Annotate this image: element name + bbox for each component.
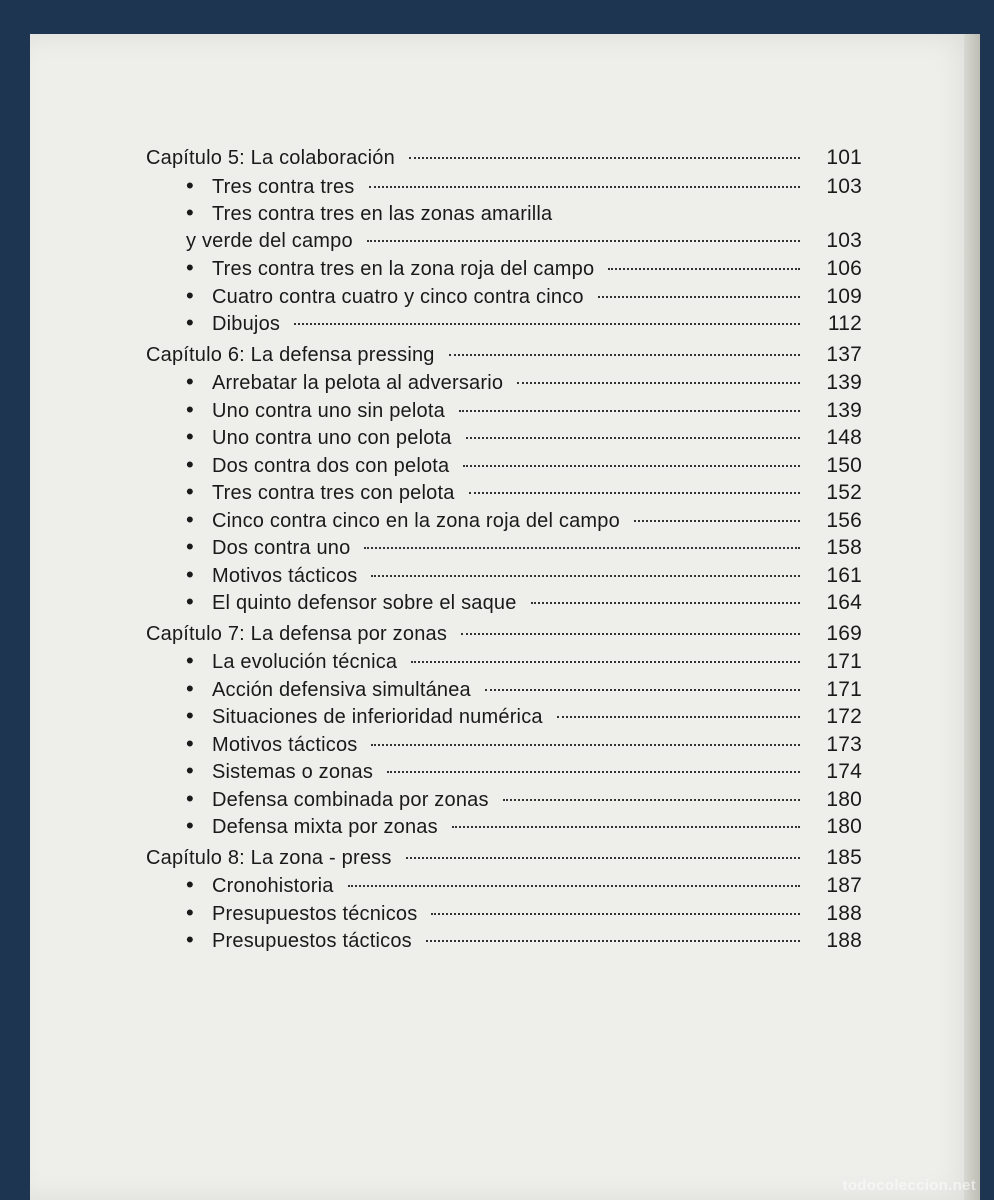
bullet-icon: • (186, 369, 194, 394)
chapter-title: Capítulo 6: La defensa pressing (146, 343, 435, 366)
page-number: 171 (826, 677, 862, 701)
bullet-icon: • (186, 561, 194, 587)
dot-leader (452, 826, 800, 828)
dot-leader (485, 689, 800, 691)
toc-entry (146, 451, 862, 479)
toc-entry (146, 926, 862, 954)
entry-title: Acción defensiva simultánea (212, 678, 471, 701)
page-number: 171 (826, 650, 862, 673)
page-number: 150 (826, 453, 862, 477)
bullet-icon: • (186, 758, 194, 783)
page-number: 106 (826, 257, 862, 280)
chapter-title: Capítulo 5: La colaboración (146, 147, 395, 169)
page-number: 185 (826, 845, 862, 869)
entry-title: Motivos tácticos (212, 564, 358, 587)
page-number: 188 (826, 929, 862, 952)
book-page (30, 34, 980, 1200)
dot-leader (503, 799, 800, 801)
bullet-icon: • (186, 396, 194, 422)
bullet-icon: • (186, 424, 194, 449)
bullet-icon: • (186, 899, 194, 925)
toc-entry (146, 309, 862, 337)
toc-entry (146, 423, 862, 451)
entry-title: Defensa mixta por zonas (212, 816, 438, 838)
toc-entry (146, 478, 862, 506)
dot-leader (411, 661, 800, 663)
bullet-icon: • (186, 648, 194, 673)
toc-entry (146, 785, 862, 813)
entry-title: Presupuestos técnicos (212, 902, 418, 925)
entry-title: y verde del campo (186, 229, 353, 252)
dot-leader (449, 354, 800, 356)
page-number: 180 (826, 815, 862, 838)
page-number: 174 (826, 760, 862, 783)
toc-entry (146, 561, 862, 589)
chapter-title: Capítulo 7: La defensa por zonas (146, 622, 448, 645)
page-number: 158 (826, 536, 862, 559)
chapter-heading (146, 341, 862, 369)
page-number: 139 (826, 398, 862, 422)
entry-title: Arrebatar la pelota al adversario (212, 372, 504, 394)
entry-title: Dos contra dos con pelota (212, 454, 450, 477)
toc-entry (146, 199, 862, 227)
toc-entry (146, 871, 862, 899)
bullet-icon: • (186, 675, 194, 701)
entry-title: Defensa combinada por zonas (212, 788, 489, 811)
toc-entry (146, 227, 862, 255)
watermark: todocoleccion.net (842, 1177, 976, 1194)
page-number: 156 (826, 508, 862, 532)
bullet-icon: • (186, 785, 194, 811)
entry-title: Tres contra tres en las zonas amarilla (212, 203, 553, 225)
chapter-block (146, 144, 862, 337)
dot-leader (409, 157, 800, 159)
dot-leader (608, 268, 800, 270)
page-number: 109 (826, 284, 862, 308)
toc-entry (146, 588, 862, 616)
entry-title: El quinto defensor sobre el saque (212, 592, 517, 614)
chapter-block (146, 341, 862, 616)
chapter-block (146, 620, 862, 840)
dot-leader (461, 633, 800, 635)
dot-leader (463, 465, 800, 467)
table-of-contents (146, 144, 862, 958)
bullet-icon: • (186, 703, 194, 728)
page-number: 164 (826, 591, 862, 614)
toc-entry (146, 368, 862, 396)
toc-entry (146, 254, 862, 282)
bullet-icon: • (186, 310, 194, 335)
entry-title: Dos contra uno (212, 537, 351, 559)
entry-title: Situaciones de inferioridad numérica (212, 706, 543, 728)
dot-leader (531, 602, 800, 604)
bullet-icon: • (186, 200, 194, 225)
toc-entry (146, 172, 862, 200)
bullet-icon: • (186, 506, 194, 532)
page-number: 187 (826, 874, 862, 897)
toc-entry (146, 812, 862, 840)
dot-leader (364, 547, 800, 549)
toc-entry (146, 899, 862, 927)
entry-title: Uno contra uno con pelota (212, 427, 452, 449)
chapter-block (146, 844, 862, 954)
page-number: 148 (826, 426, 862, 449)
page-number: 172 (826, 705, 862, 728)
toc-entry (146, 730, 862, 758)
dot-leader (369, 186, 801, 188)
toc-entry (146, 702, 862, 730)
toc-entry (146, 506, 862, 534)
entry-title: Cronohistoria (212, 875, 334, 897)
page-edge (964, 34, 980, 1200)
dot-leader (431, 913, 800, 915)
bullet-icon: • (186, 730, 194, 756)
toc-entry (146, 757, 862, 785)
page-number: 137 (826, 342, 862, 366)
bullet-icon: • (186, 451, 194, 477)
entry-title: Uno contra uno sin pelota (212, 399, 445, 422)
page-number: 180 (826, 787, 862, 811)
toc-entry (146, 675, 862, 703)
dot-leader (426, 940, 800, 942)
chapter-title: Capítulo 8: La zona - press (146, 846, 392, 869)
dot-leader (294, 323, 800, 325)
bullet-icon: • (186, 872, 194, 897)
dot-leader (557, 716, 800, 718)
entry-title: Tres contra tres (212, 175, 355, 198)
dot-leader (367, 240, 800, 242)
toc-entry (146, 396, 862, 424)
bullet-icon: • (186, 172, 194, 198)
entry-title: Tres contra tres con pelota (212, 482, 455, 504)
entry-title: Cuatro contra cuatro y cinco contra cinco (212, 285, 584, 308)
chapter-heading (146, 620, 862, 648)
bullet-icon: • (186, 813, 194, 838)
bullet-icon: • (186, 589, 194, 614)
page-number: 112 (827, 312, 862, 335)
dot-leader (348, 885, 800, 887)
chapter-heading (146, 144, 862, 172)
page-number: 161 (826, 563, 862, 587)
toc-entry (146, 647, 862, 675)
page-number: 188 (826, 901, 862, 925)
dot-leader (598, 296, 800, 298)
entry-title: Cinco contra cinco en la zona roja del campo (212, 509, 620, 532)
bullet-icon: • (186, 255, 194, 280)
page-number: 139 (826, 371, 862, 394)
bullet-icon: • (186, 534, 194, 559)
entry-title: Presupuestos tácticos (212, 930, 412, 952)
dot-leader (466, 437, 800, 439)
toc-entry (146, 282, 862, 310)
bullet-icon: • (186, 282, 194, 308)
dot-leader (634, 520, 800, 522)
dot-leader (371, 575, 800, 577)
entry-title: La evolución técnica (212, 651, 398, 673)
entry-title: Sistemas o zonas (212, 761, 374, 783)
bullet-icon: • (186, 927, 194, 952)
dot-leader (517, 382, 800, 384)
page-number: 103 (826, 228, 862, 252)
page-number: 103 (826, 174, 862, 198)
page-number: 152 (826, 481, 862, 504)
dot-leader (406, 857, 800, 859)
chapter-heading (146, 844, 862, 872)
dot-leader (371, 744, 800, 746)
entry-title: Motivos tácticos (212, 733, 358, 756)
entry-title: Dibujos (212, 313, 281, 335)
dot-leader (459, 410, 800, 412)
page-number: 169 (826, 621, 862, 645)
dot-leader (469, 492, 800, 494)
page-number: 173 (826, 732, 862, 756)
bullet-icon: • (186, 479, 194, 504)
page-number: 101 (826, 146, 862, 169)
entry-title: Tres contra tres en la zona roja del campo (212, 258, 595, 280)
dot-leader (387, 771, 800, 773)
toc-entry (146, 533, 862, 561)
